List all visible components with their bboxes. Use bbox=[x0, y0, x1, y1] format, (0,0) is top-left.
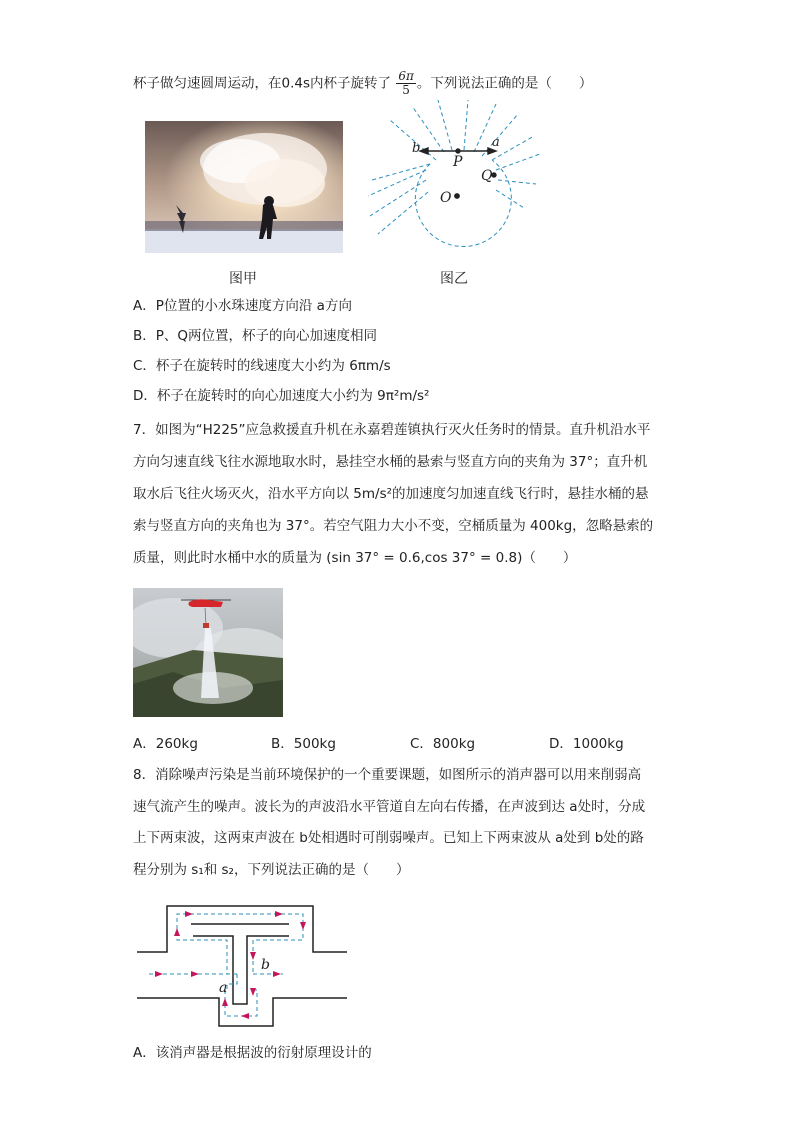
caption-jia: 图甲 bbox=[229, 271, 257, 287]
q6-stem-part1: 杯子做匀速圆周运动，在 bbox=[133, 75, 282, 92]
q8-option-a: A．该消声器是根据波的衍射原理设计的 bbox=[133, 1045, 372, 1061]
q8-line-3: 上下两束波，这两束声波在 b处相遇时可削弱噪声。已知上下两束波从 a处到 b处的路 bbox=[133, 830, 644, 846]
q7-line-5: 质量，则此时水桶中水的质量为 (sin 37° = 0.6,cos 37° = 0.8)（ ） bbox=[133, 550, 577, 566]
label-O: O bbox=[440, 190, 452, 206]
q8-line-4: 程分别为 s₁和 s₂，下列说法正确的是（ ） bbox=[133, 862, 410, 878]
muffler-diagram bbox=[133, 900, 353, 1030]
q6-angle-numerator: 6π bbox=[398, 69, 414, 83]
caption-yi: 图乙 bbox=[440, 271, 468, 287]
figure-yi-diagram bbox=[360, 100, 550, 250]
q6-option-b: B．P、Q两位置，杯子的向心加速度相同 bbox=[133, 328, 378, 344]
figure-jia-photo bbox=[145, 121, 343, 253]
q7-line-3: 取水后飞往火场灭火，沿水平方向以 5m/s²的加速度匀加速直线飞行时，悬挂水桶的悬 bbox=[133, 486, 649, 502]
circle-dashed bbox=[415, 160, 511, 247]
q7-line-1: 7．如图为“H225”应急救援直升机在永嘉碧莲镇执行灭火任务时的情景。直升机沿水平 bbox=[133, 422, 651, 438]
q6-option-a: A．P位置的小水珠速度方向沿 a方向 bbox=[133, 298, 352, 314]
q7-line-2: 方向匀速直线飞往水源地取水时，悬挂空水桶的悬索与竖直方向的夹角为 37°；直升机 bbox=[133, 454, 648, 470]
label-a: a bbox=[492, 135, 500, 150]
helicopter-photo bbox=[133, 588, 283, 717]
label-b: b bbox=[412, 141, 421, 156]
q6-time: 0.4s bbox=[281, 75, 311, 92]
q6-option-c: C．杯子在旋转时的线速度大小约为 6πm/s bbox=[133, 358, 391, 374]
muffler-label-a: a bbox=[219, 980, 228, 996]
q6-stem bbox=[133, 70, 592, 97]
water-throw-illustration bbox=[145, 121, 343, 253]
q8-line-1: 8．消除噪声污染是当前环境保护的一个重要课题，如图所示的消声器可以用来削弱高 bbox=[133, 767, 642, 783]
q8-line-2: 速气流产生的噪声。波长为的声波沿水平管道自左向右传播，在声波到达 a处时，分成 bbox=[133, 799, 646, 815]
q7-option-d: D．1000kg bbox=[549, 736, 624, 752]
q7-line-4: 索与竖直方向的夹角也为 37°。若空气阻力大小不变，空桶质量为 400kg，忽略悬索的 bbox=[133, 518, 654, 534]
q7-option-a: A．260kg bbox=[133, 736, 198, 752]
q6-option-d: D．杯子在旋转时的向心加速度大小约为 9π²m/s² bbox=[133, 388, 430, 404]
helicopter-illustration bbox=[133, 588, 283, 717]
q6-angle-fraction bbox=[396, 70, 416, 97]
q7-option-b: B．500kg bbox=[271, 736, 336, 752]
q6-angle-denominator: 5 bbox=[402, 83, 410, 97]
q6-stem-part2: 内杯子旋转了 bbox=[310, 75, 392, 92]
muffler-svg bbox=[133, 900, 353, 1030]
muffler-label-b: b bbox=[261, 957, 270, 973]
label-P: P bbox=[453, 154, 463, 170]
circular-motion-svg bbox=[360, 100, 550, 250]
q7-option-c: C．800kg bbox=[410, 736, 476, 752]
label-Q: Q bbox=[481, 168, 493, 184]
q6-stem-part3: 。下列说法正确的是（ ） bbox=[416, 75, 593, 92]
